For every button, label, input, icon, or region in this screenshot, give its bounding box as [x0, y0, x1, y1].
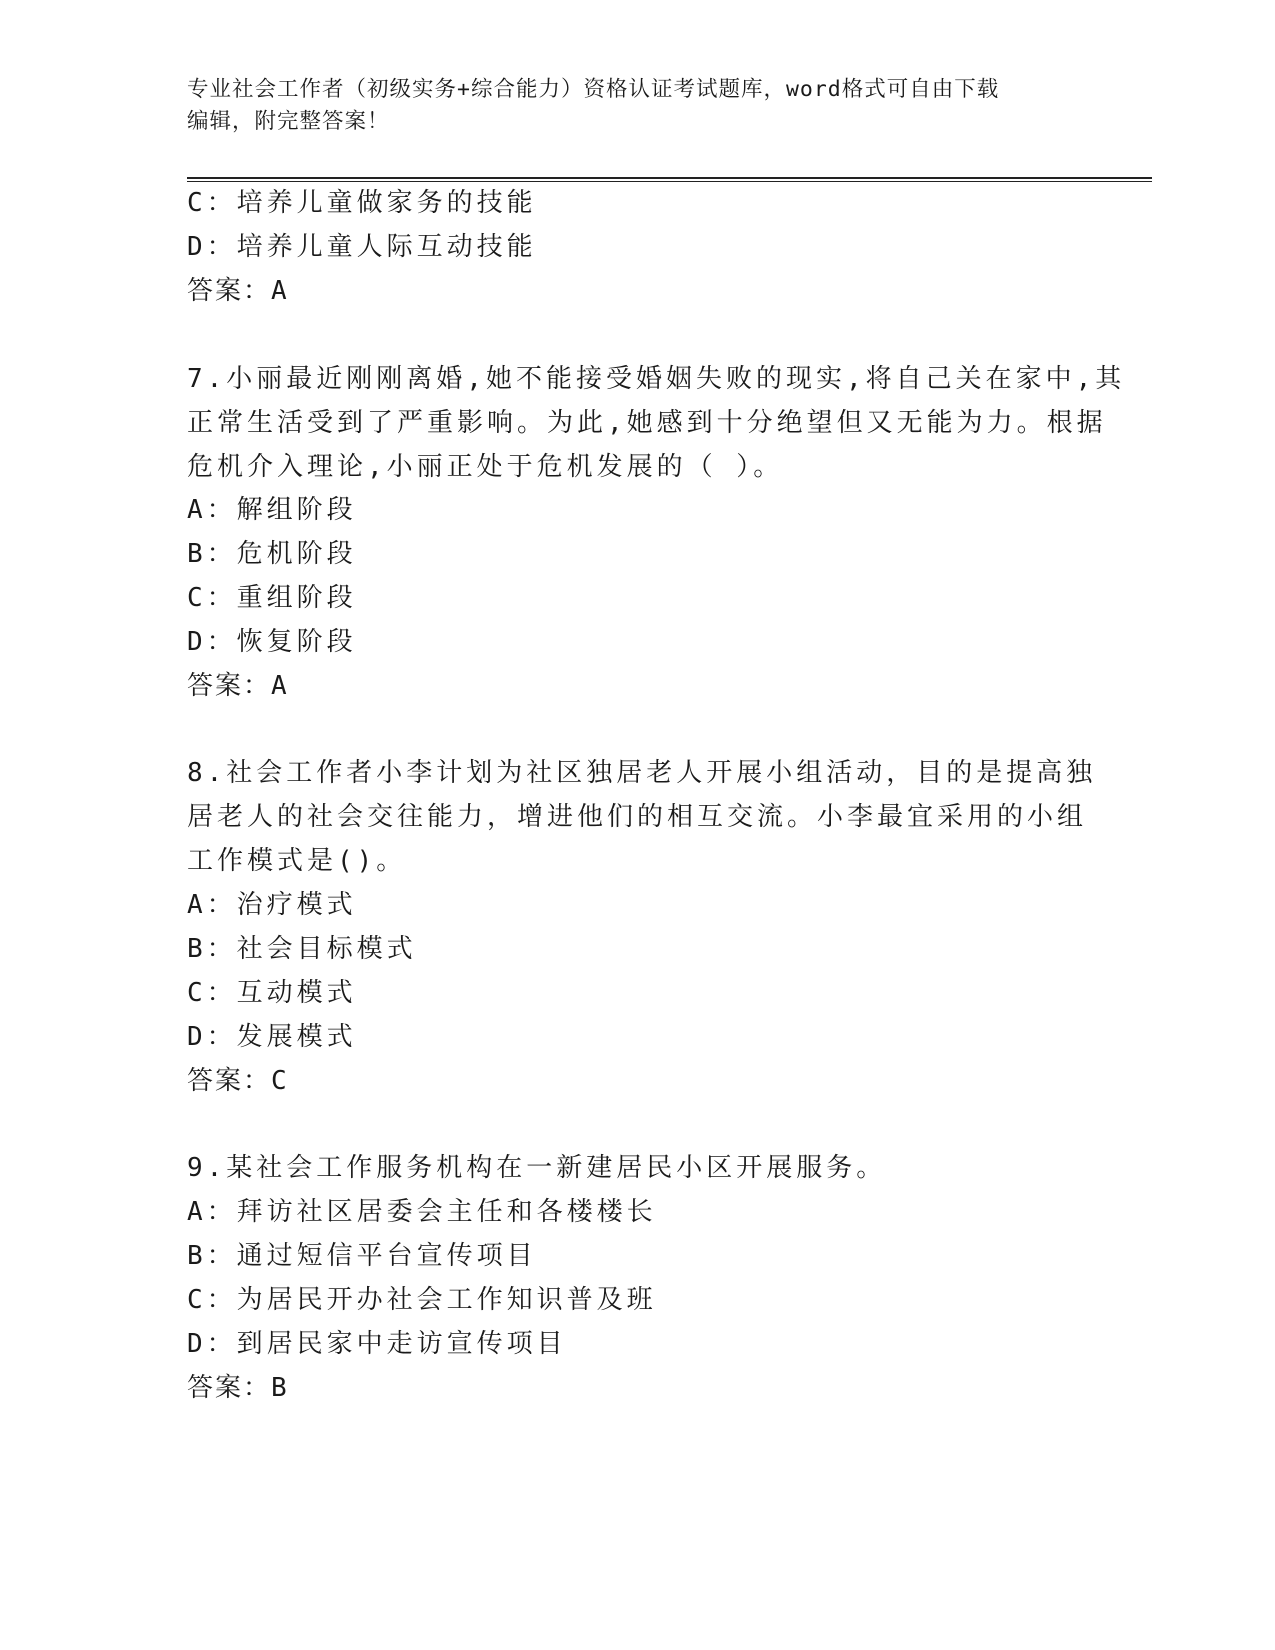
q7-answer: 答案：A	[187, 671, 289, 701]
q8-option-c: C：互动模式	[187, 978, 357, 1008]
q7-option-c: C：重组阶段	[187, 583, 357, 613]
q9-option-b: B：通过短信平台宣传项目	[187, 1241, 537, 1271]
q8-stem-line-1: 8.社会工作者小李计划为社区独居老人开展小组活动，目的是提高独	[187, 758, 1097, 788]
q7-option-d: D：恢复阶段	[187, 627, 357, 657]
q7-option-a: A：解组阶段	[187, 495, 357, 525]
q9-option-d: D：到居民家中走访宣传项目	[187, 1329, 567, 1359]
q8-option-b: B：社会目标模式	[187, 934, 417, 964]
prev-answer: 答案：A	[187, 276, 289, 306]
q8-option-a: A：治疗模式	[187, 890, 357, 920]
q8-stem-line-2: 居老人的社会交往能力，增进他们的相互交流。小李最宜采用的小组	[187, 802, 1088, 832]
q7-stem-line-3: 危机介入理论,小丽正处于危机发展的（ ）。	[187, 452, 784, 482]
q9-answer: 答案：B	[187, 1373, 289, 1403]
q9-stem-line-1: 9.某社会工作服务机构在一新建居民小区开展服务。	[187, 1153, 887, 1183]
prev-option-d: D：培养儿童人际互动技能	[187, 232, 537, 262]
q9-option-a: A：拜访社区居委会主任和各楼楼长	[187, 1197, 657, 1227]
prev-option-c: C：培养儿童做家务的技能	[187, 188, 537, 218]
header-line-2: 编辑，附完整答案！	[187, 109, 390, 134]
header-divider	[187, 177, 1152, 182]
q8-option-d: D：发展模式	[187, 1022, 357, 1052]
q7-stem-line-1: 7.小丽最近刚刚离婚,她不能接受婚姻失败的现实,将自己关在家中,其	[187, 364, 1126, 394]
q9-option-c: C：为居民开办社会工作知识普及班	[187, 1285, 657, 1315]
page-header	[187, 74, 1087, 138]
q7-stem-line-2: 正常生活受到了严重影响。为此,她感到十分绝望但又无能为力。根据	[187, 408, 1107, 438]
header-line-1: 专业社会工作者（初级实务+综合能力）资格认证考试题库，word格式可自由下载	[187, 77, 1000, 102]
q7-option-b: B：危机阶段	[187, 539, 357, 569]
q8-stem-line-3: 工作模式是()。	[187, 846, 407, 876]
q8-answer: 答案：C	[187, 1066, 289, 1096]
